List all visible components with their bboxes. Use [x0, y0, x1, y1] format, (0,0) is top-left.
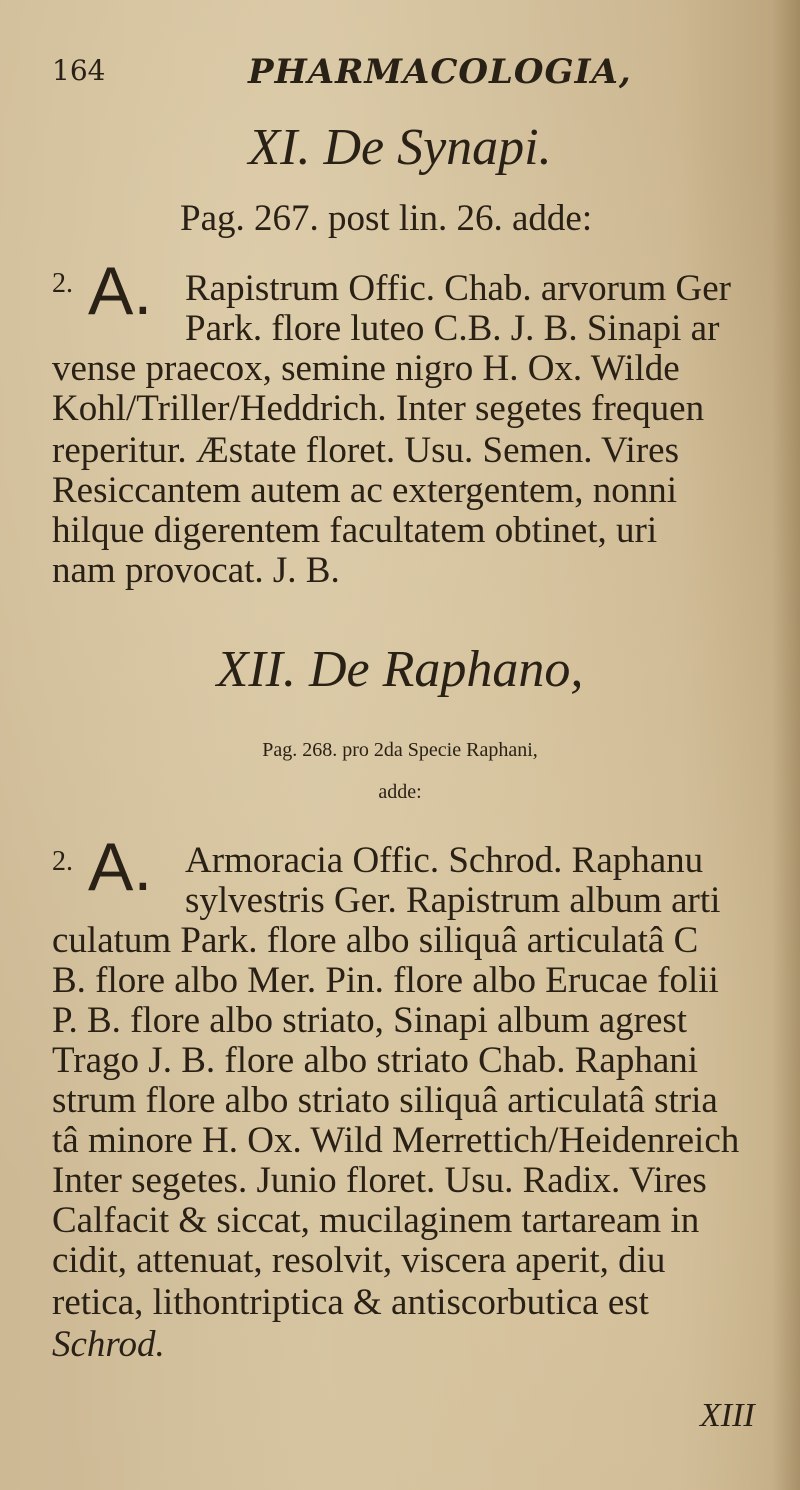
text-line: B. flore albo Mer. Pin. flore albo Erucae folii — [52, 960, 719, 1001]
section-intro-raphano: Pag. 268. pro 2da Specie Raphani, — [262, 739, 538, 761]
text-line: Trago J. B. flore albo striato Chab. Raphani — [52, 1040, 699, 1081]
text-line: P. B. flore albo striato, Sinapi album agrest — [52, 1000, 688, 1041]
text-line: sylvestris Ger. Rapistrum album arti — [185, 880, 721, 921]
text-line: Kohl/Triller/Heddrich. Inter segetes frequen — [52, 388, 705, 429]
section-intro-adde: adde: — [378, 781, 422, 803]
section-title-raphano: XII. De Raphano, — [216, 641, 584, 698]
text-line: Calfacit & siccat, mucilaginem tartaream in — [52, 1200, 700, 1241]
item-number: 2. — [52, 268, 73, 299]
text-line: Resiccantem autem ac extergentem, nonni — [52, 470, 677, 511]
drop-letter: A. — [88, 829, 153, 905]
section-intro-synapi: Pag. 267. post lin. 26. adde: — [180, 198, 593, 239]
text-line: strum flore albo striato siliquâ articulatâ stria — [52, 1080, 718, 1121]
section-title-synapi: XI. De Synapi. — [248, 119, 552, 176]
text-line: cidit, attenuat, resolvit, viscera aperit, diu — [52, 1240, 666, 1281]
text-line: Armoracia Offic. Schrod. Raphanu — [185, 840, 704, 881]
text-line: reperitur. Æstate floret. Usu. Semen. Vires — [52, 430, 679, 471]
text-line: hilque digerentem facultatem obtinet, uri — [52, 510, 658, 551]
page-number: 164 — [52, 54, 106, 87]
page-header — [48, 40, 768, 100]
catchword: XIII — [700, 1397, 755, 1434]
text-line: nam provocat. J. B. — [52, 550, 340, 591]
text-line: culatum Park. flore albo siliquâ articulatâ C — [52, 920, 699, 961]
item-number: 2. — [52, 846, 73, 877]
text-line: retica, lithontriptica & antiscorbutica est — [52, 1282, 649, 1323]
text-line: Rapistrum Offic. Chab. arvorum Ger — [185, 268, 731, 309]
text-line: vense praecox, semine nigro H. Ox. Wilde — [52, 348, 680, 389]
text-line: Inter segetes. Junio floret. Usu. Radix. Vires — [52, 1160, 707, 1201]
text-line: Park. flore luteo C.B. J. B. Sinapi ar — [185, 308, 720, 349]
text-line: Schrod. — [52, 1324, 165, 1365]
running-head: PHARMACOLOGIA, — [248, 52, 632, 92]
drop-letter: A. — [88, 253, 153, 329]
text-line: tâ minore H. Ox. Wild Merrettich/Heidenreich — [52, 1120, 740, 1161]
